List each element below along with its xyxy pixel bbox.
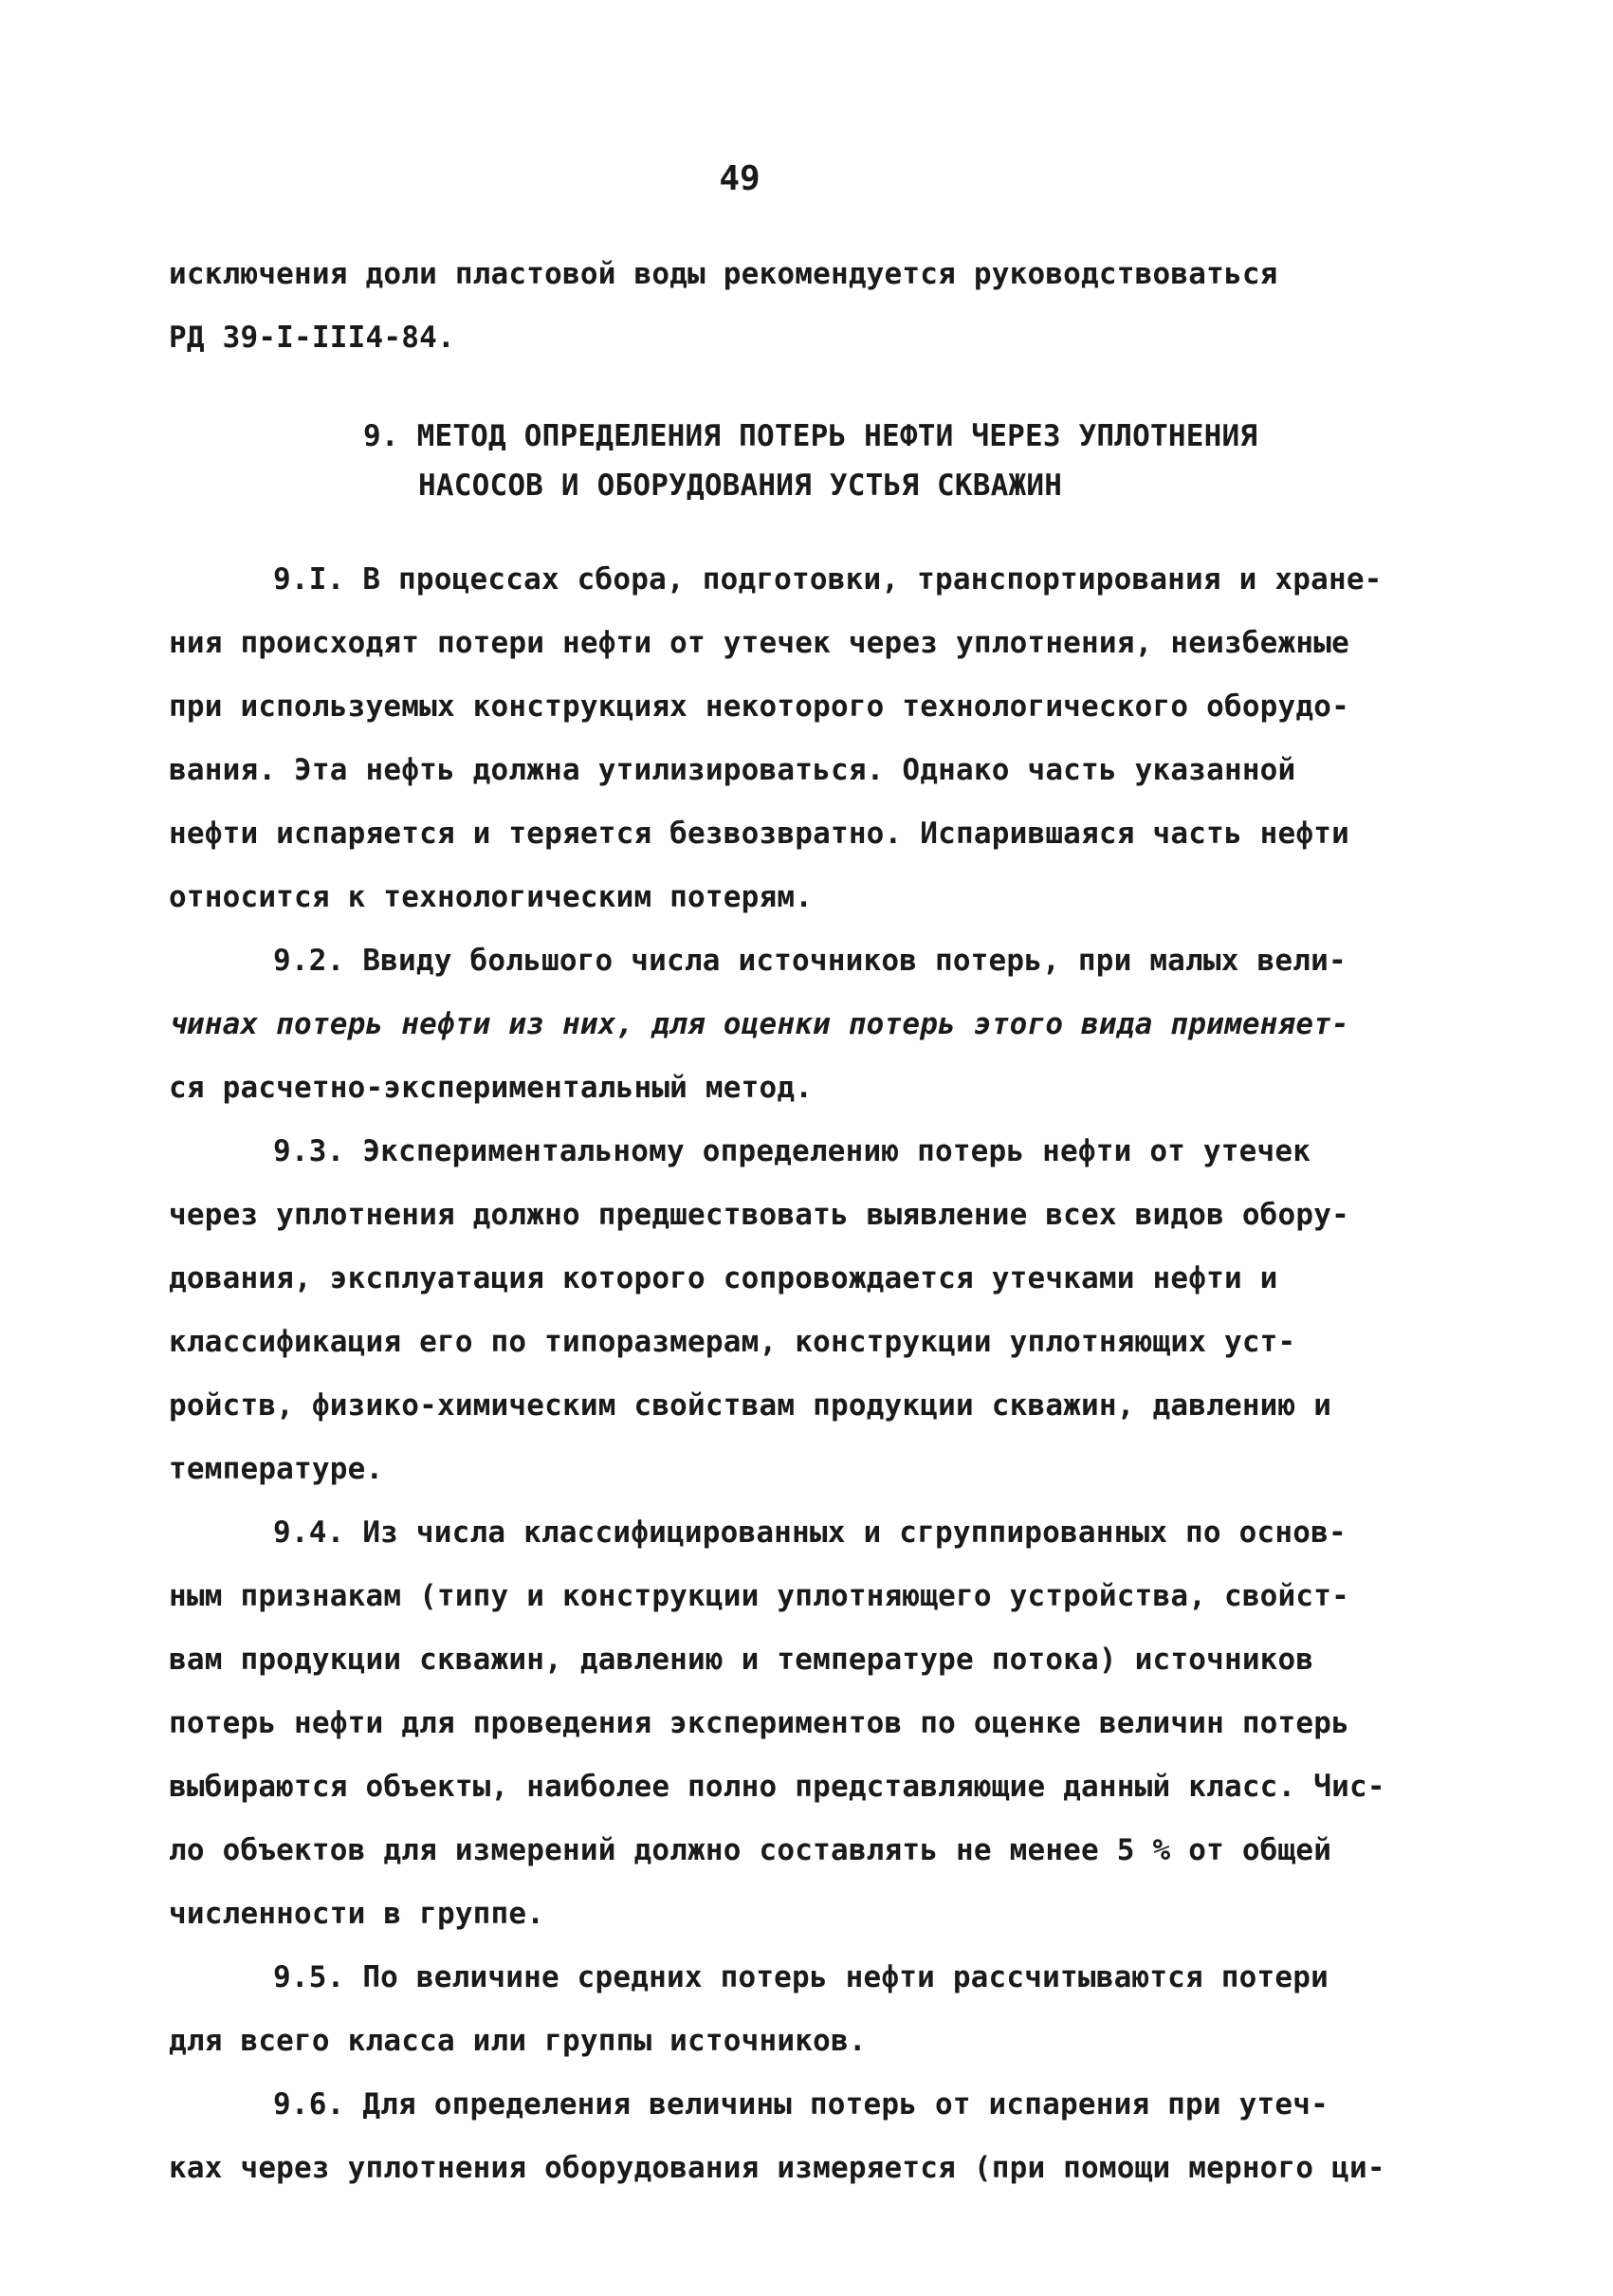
- text-line: вания. Эта нефть должна утилизироваться. Однако часть указанной: [169, 753, 1296, 787]
- paragraph-9-6: [169, 2073, 1458, 2200]
- text-line: 9.5. По величине средних потерь нефти рассчитываются потери: [273, 1960, 1329, 1994]
- paragraph-9-2: [169, 929, 1458, 1120]
- paragraph-9-5: [169, 1946, 1458, 2073]
- text-line: выбираются объекты, наиболее полно представляющие данный класс. Чис-: [169, 1770, 1385, 1804]
- text-line: исключения доли пластовой воды рекомендуется руководствоваться: [169, 257, 1278, 291]
- paragraph-9-4: [169, 1501, 1458, 1946]
- text-line: нефти испаряется и теряется безвозвратно. Испарившаяся часть нефти: [169, 817, 1349, 851]
- text-line: 9.4. Из числа классифицированных и сгруппированных по основ-: [273, 1515, 1347, 1550]
- paragraph-9-1: [169, 548, 1458, 929]
- intro-block: [169, 243, 1458, 370]
- text-line: 9.6. Для определения величины потерь от испарения при утеч-: [273, 2087, 1329, 2122]
- text-line: вам продукции скважин, давлению и температуре потока) источников: [169, 1643, 1314, 1677]
- text-line: численности в группе.: [169, 1897, 545, 1931]
- text-line: 9.2. Ввиду большого числа источников потерь, при малых вели-: [273, 944, 1347, 978]
- text-line: ным признакам (типу и конструкции уплотняющего устройства, свойст-: [169, 1579, 1349, 1613]
- heading-line: НАСОСОВ И ОБОРУДОВАНИЯ УСТЬЯ СКВАЖИН: [418, 468, 1063, 503]
- text-line: дования, эксплуатация которого сопровождается утечками нефти и: [169, 1261, 1278, 1295]
- text-line: ках через уплотнения оборудования измеряется (при помощи мерного ци-: [169, 2151, 1385, 2185]
- text-line: относится к технологическим потерям.: [169, 880, 814, 914]
- text-line: потерь нефти для проведения экспериментов по оценке величин потерь: [169, 1706, 1349, 1740]
- text-line: при используемых конструкциях некоторого технологического оборудо-: [169, 689, 1349, 724]
- text-line: чинах потерь нефти из них, для оценки потерь этого вида применяет-: [169, 1007, 1349, 1041]
- text-line: через уплотнения должно предшествовать выявление всех видов обору-: [169, 1198, 1349, 1232]
- text-line: 9.3. Экспериментальному определению потерь нефти от утечек: [273, 1134, 1311, 1168]
- text-line: температуре.: [169, 1452, 384, 1486]
- text-line: ло объектов для измерений должно составлять не менее 5 % от общей: [169, 1833, 1332, 1867]
- text-line: ния происходят потери нефти от утечек через уплотнения, неизбежные: [169, 626, 1349, 660]
- document-body: [169, 243, 1458, 2200]
- section-heading: [169, 412, 1458, 510]
- heading-line: 9. МЕТОД ОПРЕДЕЛЕНИЯ ПОТЕРЬ НЕФТИ ЧЕРЕЗ УПЛОТНЕНИЯ: [363, 419, 1258, 453]
- page-number: 49: [719, 159, 761, 198]
- text-line: РД 39-I-III4-84.: [169, 321, 455, 355]
- text-line: ся расчетно-экспериментальный метод.: [169, 1071, 814, 1105]
- text-line: 9.I. В процессах сбора, подготовки, транспортирования и хране-: [273, 562, 1383, 597]
- paragraph-9-3: [169, 1120, 1458, 1501]
- text-line: ройств, физико-химическим свойствам продукции скважин, давлению и: [169, 1388, 1332, 1423]
- text-line: классификация его по типоразмерам, конструкции уплотняющих уст-: [169, 1325, 1296, 1359]
- text-line: для всего класса или группы источников.: [169, 2024, 867, 2058]
